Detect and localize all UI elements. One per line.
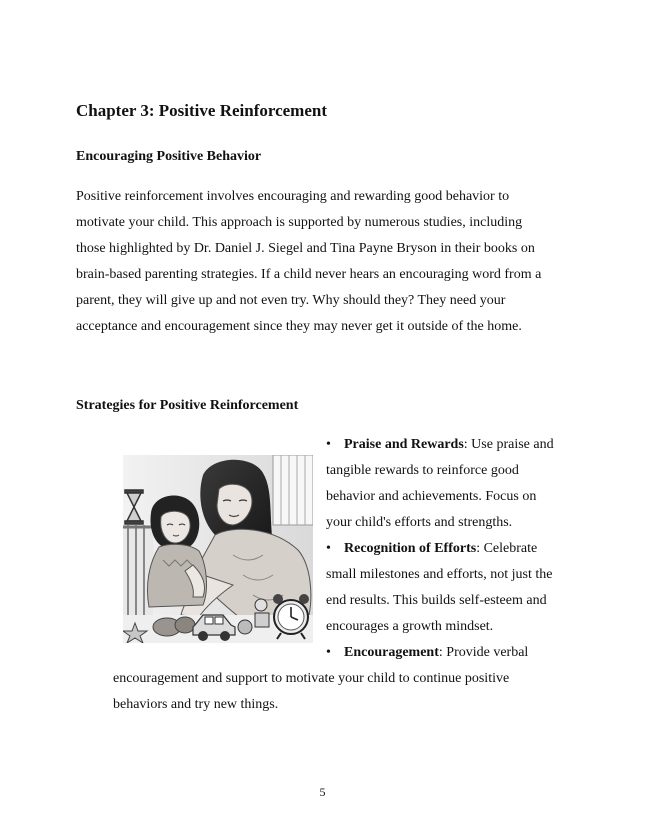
bullet-term: Recognition of Efforts (344, 541, 477, 556)
bullet-text: : Use praise and (463, 437, 554, 452)
section-heading-strategies: Strategies for Positive Reinforcement (76, 398, 299, 413)
bullet-text: : Provide verbal (438, 645, 529, 660)
bullet-continuation: end results. This builds self-esteem and (326, 593, 547, 608)
intro-line: brain-based parenting strategies. If a child never hears an encouraging word from a (76, 267, 542, 282)
page-number: 5 (319, 785, 326, 799)
intro-line: parent, they will give up and not even try. Why should they? They need your (76, 293, 506, 308)
bullet-continuation: behavior and achievements. Focus on (326, 489, 537, 504)
parent-child-illustration (123, 455, 313, 643)
bullet-term: Encouragement (344, 645, 439, 660)
bullet-continuation: encouragement and support to motivate your child to continue positive (113, 671, 510, 686)
bullet-continuation: your child's efforts and strengths. (326, 515, 513, 530)
bullet-first-line (344, 436, 554, 454)
bullet-continuation: encourages a growth mindset. (326, 619, 494, 634)
intro-line: those highlighted by Dr. Daniel J. Siegel and Tina Payne Bryson in their books on (76, 241, 535, 256)
intro-paragraph (76, 184, 576, 340)
bullet-term: Praise and Rewards (344, 437, 464, 452)
section-heading-encouraging: Encouraging Positive Behavior (76, 149, 262, 164)
bullet-marker: • (326, 437, 331, 452)
parent-child-drawing (123, 455, 313, 643)
bullet-continuation: behaviors and try new things. (113, 697, 279, 712)
bullet-first-line (344, 644, 528, 662)
chapter-title: Chapter 3: Positive Reinforcement (76, 101, 328, 120)
intro-line: motivate your child. This approach is supported by numerous studies, including (76, 215, 523, 230)
intro-line: Positive reinforcement involves encouraging and rewarding good behavior to (76, 189, 510, 204)
bullet-first-line (344, 540, 537, 558)
bullet-text: : Celebrate (476, 541, 538, 556)
intro-line: acceptance and encouragement since they may never get it outside of the home. (76, 319, 522, 334)
bullet-continuation: tangible rewards to reinforce good (326, 463, 519, 478)
bullet-marker: • (326, 645, 331, 660)
bullet-continuation: small milestones and efforts, not just the (326, 567, 553, 582)
bullet-marker: • (326, 541, 331, 556)
